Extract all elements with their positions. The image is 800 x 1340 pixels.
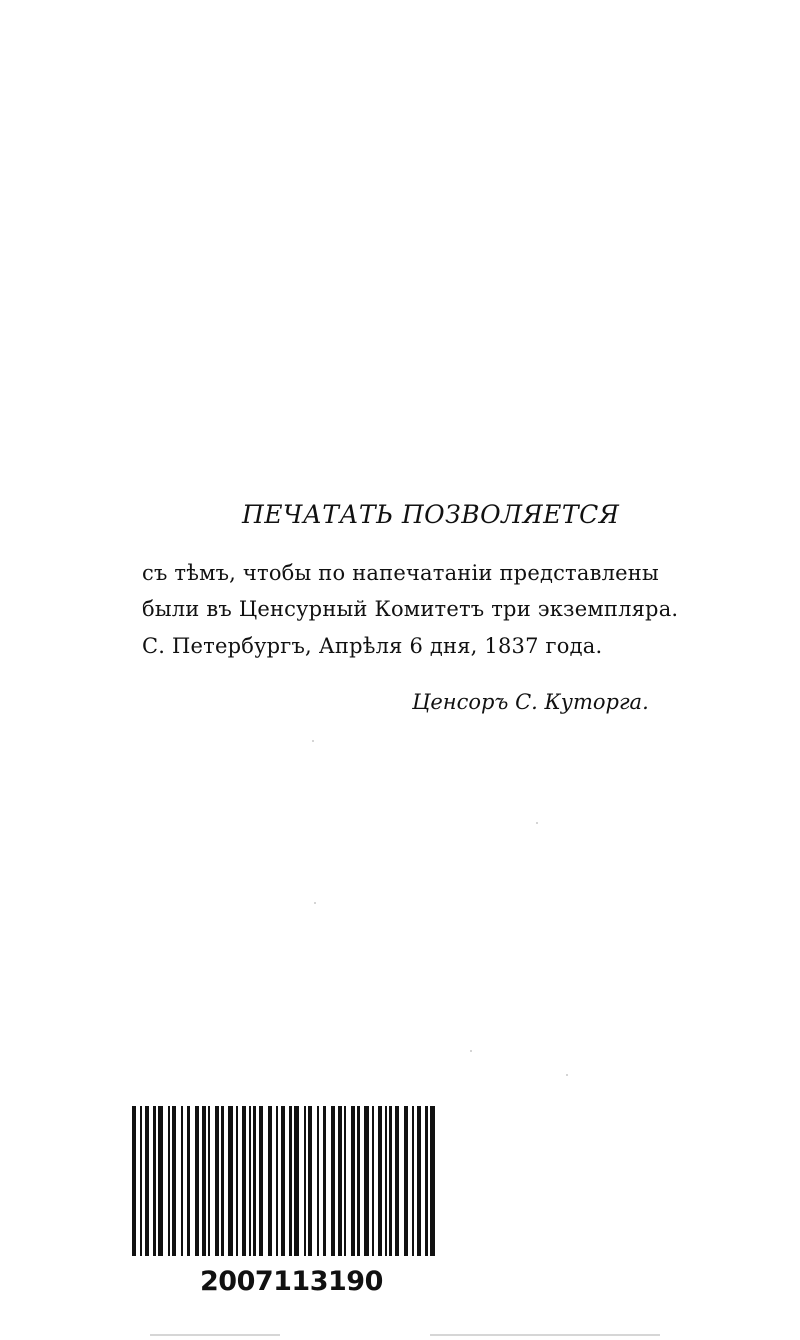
barcode-bar (308, 1106, 312, 1256)
barcode-bar (253, 1106, 256, 1256)
barcode-bar (202, 1106, 206, 1256)
barcode-bar (294, 1106, 299, 1256)
censor-signature: Ценсоръ С. Куторга. (412, 690, 649, 714)
barcode-number: 2007113190 (200, 1266, 383, 1297)
barcode-bar (389, 1106, 392, 1256)
barcode-bar (372, 1106, 374, 1256)
paper-speck (470, 1050, 472, 1052)
paper-speck (536, 822, 538, 824)
barcode-bar (268, 1106, 272, 1256)
barcode-bar (153, 1106, 156, 1256)
barcode-bar (357, 1106, 360, 1256)
barcode-bar (145, 1106, 149, 1256)
barcode-bar (364, 1106, 369, 1256)
barcode-bar (158, 1106, 163, 1256)
page-edge-shadow (150, 1334, 280, 1336)
page-edge-shadow (430, 1334, 660, 1336)
barcode-bar (378, 1106, 382, 1256)
paper-speck (312, 740, 314, 742)
barcode-bar (168, 1106, 170, 1256)
barcode-bar (132, 1106, 136, 1256)
barcode-bar (412, 1106, 414, 1256)
barcode-bar (338, 1106, 342, 1256)
paper-speck (566, 1074, 568, 1076)
barcode-bar (187, 1106, 190, 1256)
barcode-bar (221, 1106, 224, 1256)
barcode-bar (385, 1106, 387, 1256)
barcode-bar (140, 1106, 142, 1256)
barcode-bar (249, 1106, 251, 1256)
approval-line-1: съ тѣмъ, чтобы по напечатаніи представлены (142, 561, 659, 585)
barcode-bar (172, 1106, 176, 1256)
barcode-bar (331, 1106, 335, 1256)
barcode-bar (181, 1106, 183, 1256)
barcode-bar (304, 1106, 306, 1256)
barcode-bar (281, 1106, 285, 1256)
barcode-bar (242, 1106, 246, 1256)
barcode-bar (417, 1106, 421, 1256)
barcode-bar (195, 1106, 199, 1256)
barcode-bar (344, 1106, 346, 1256)
barcode-bar (351, 1106, 355, 1256)
barcode-bars (128, 1106, 448, 1258)
approval-heading: ПЕЧАТАТЬ ПОЗВОЛЯЕТСЯ (242, 500, 620, 529)
barcode-bar (289, 1106, 292, 1256)
barcode-bar (259, 1106, 263, 1256)
barcode-bar (236, 1106, 238, 1256)
paper-speck (314, 902, 316, 904)
approval-line-3: С. Петербургъ, Апрѣля 6 дня, 1837 года. (142, 634, 603, 658)
barcode-bar (208, 1106, 210, 1256)
barcode-bar (317, 1106, 319, 1256)
approval-line-2: были въ Ценсурный Комитетъ три экземпляра. (142, 597, 679, 621)
barcode-bar (276, 1106, 278, 1256)
barcode-bar (395, 1106, 399, 1256)
barcode-bar (228, 1106, 233, 1256)
barcode-bar (215, 1106, 219, 1256)
library-barcode (128, 1106, 448, 1298)
barcode-bar (425, 1106, 428, 1256)
barcode-bar (430, 1106, 435, 1256)
barcode-bar (404, 1106, 408, 1256)
barcode-bar (323, 1106, 326, 1256)
